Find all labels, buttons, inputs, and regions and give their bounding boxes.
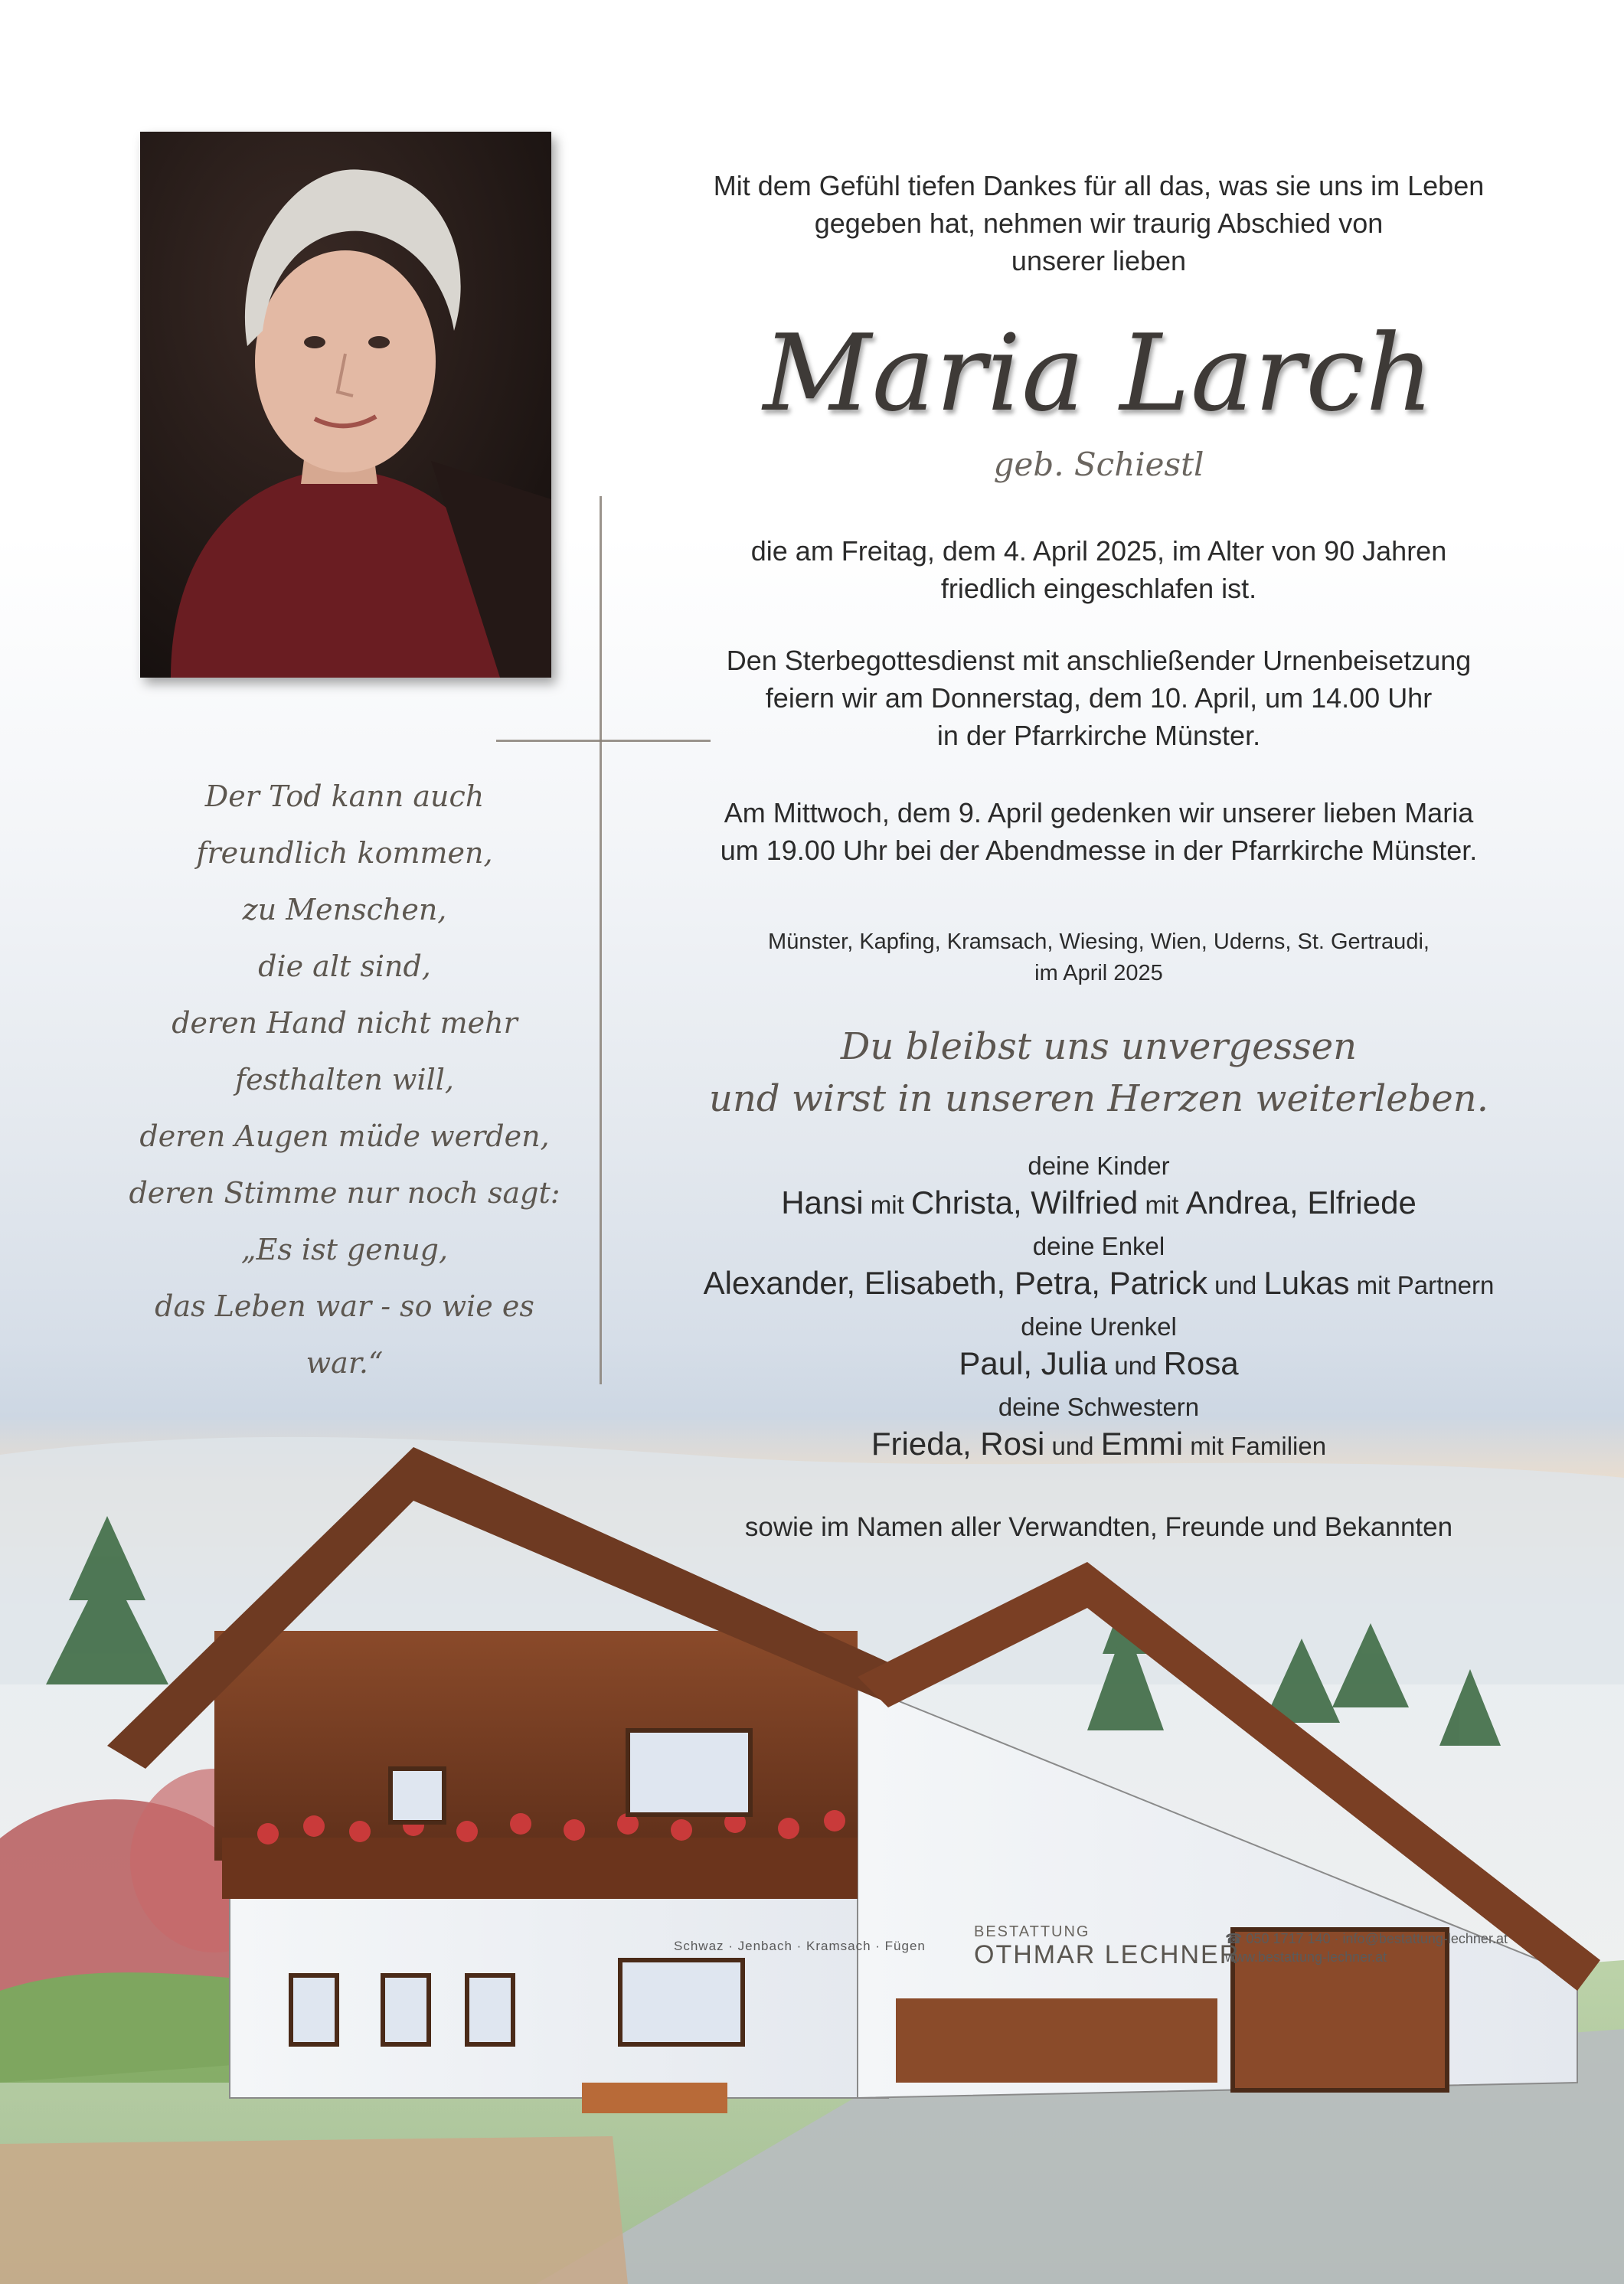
family-connector: und [1207,1271,1264,1299]
places-and-date [658,926,1539,989]
poem-line: zu Menschen, [242,893,447,926]
memorial-mass-notice [658,794,1539,869]
birth-name: geb. Schiestl [993,446,1204,483]
family-relation: deine Kinder [1028,1152,1170,1180]
memorial-line-2: um 19.00 Uhr bei der Abendmesse in der Pfarrkirche Münster. [720,835,1478,866]
website-link[interactable]: www.bestattung-lechner.at [1225,1949,1387,1965]
places-line-1: Münster, Kapfing, Kramsach, Wiesing, Wien, Uderns, St. Gertraudi, [768,930,1430,954]
family-list [658,1151,1539,1472]
poem-line: Der Tod kann auch [204,779,485,813]
service-line-3: in der Pfarrkirche Münster. [936,720,1261,751]
poem-line: deren Hand nicht mehr [172,1006,518,1040]
intro-text [658,167,1539,279]
family-member-names: Lukas [1263,1265,1350,1301]
family-relation: deine Enkel [1032,1232,1165,1260]
family-member-names: Rosa [1163,1345,1239,1381]
funeral-service-notice [658,642,1539,754]
family-connector: und [1107,1351,1164,1380]
poem [115,768,574,1391]
poem-line: „Es ist genug, [240,1233,449,1266]
death-notice [658,532,1539,607]
poem-line: freundlich kommen, [196,836,493,870]
motto-line-1: Du bleibst uns unvergessen [840,1025,1358,1068]
family-names [658,1423,1539,1468]
service-line-1: Den Sterbegottesdienst mit anschließender Urnenbeisetzung [726,645,1472,676]
family-names [658,1342,1539,1387]
places-line-2: im April 2025 [1034,961,1163,985]
phone-number[interactable]: ☎ 050 1717 140 [1225,1931,1331,1946]
intro-line-1: Mit dem Gefühl tiefen Dankes für all das, was sie uns im Leben [713,170,1485,201]
family-relation: deine Urenkel [1021,1312,1177,1341]
brand-top: BESTATTUNG [974,1923,1090,1940]
family-names [658,1262,1539,1307]
footer-contact [1225,1929,1508,1975]
footer-brand [974,1923,1240,1969]
motto-line-2: und wirst in unseren Herzen weiterleben. [709,1077,1488,1120]
portrait-photo [140,132,551,678]
poem-line: deren Augen müde werden, [139,1119,550,1153]
family-member-names: Emmi [1100,1426,1184,1462]
family-connector: mit [863,1191,911,1219]
family-member-names: Paul, Julia [959,1345,1108,1381]
memorial-line-1: Am Mittwoch, dem 9. April gedenken wir unserer lieben Maria [724,797,1474,828]
cross-vertical [600,496,602,1384]
family-names [658,1181,1539,1227]
family-connector: mit [1138,1191,1186,1219]
family-member-names: Christa, Wilfried [910,1184,1139,1220]
email-link[interactable]: · info@bestattung-lechner.at [1334,1931,1508,1946]
family-connector: mit Familien [1183,1432,1327,1460]
family-member-names: Frieda, Rosi [871,1426,1045,1462]
death-line-1: die am Freitag, dem 4. April 2025, im Alter von 90 Jahren [750,535,1447,567]
service-line-2: feiern wir am Donnerstag, dem 10. April, um 14.00 Uhr [765,682,1433,714]
poem-line: die alt sind, [258,949,431,983]
brand-name: OTHMAR LECHNER [974,1940,1240,1969]
footer-towns: Schwaz · Jenbach · Kramsach · Fügen [674,1939,926,1953]
poem-line: das Leben war - so wie es war.“ [155,1289,534,1380]
poem-line: deren Stimme nur noch sagt: [129,1176,560,1210]
death-line-2: friedlich eingeschlafen ist. [940,573,1257,604]
family-member-names: Andrea, Elfriede [1185,1184,1417,1220]
family-member-names: Alexander, Elisabeth, Petra, Patrick [703,1265,1207,1301]
family-member-names: Hansi [781,1184,864,1220]
closing-line: sowie im Namen aller Verwandten, Freunde und Bekannten [744,1512,1453,1542]
intro-line-3: unserer lieben [1011,245,1187,276]
family-connector: und [1044,1432,1101,1460]
intro-line-2: gegeben hat, nehmen wir traurig Abschied von [814,207,1384,239]
family-relation: deine Schwestern [998,1393,1200,1421]
poem-line: festhalten will, [235,1063,454,1096]
family-connector: mit Partnern [1349,1271,1495,1299]
motto [658,1021,1539,1125]
deceased-name: Maria Larch [763,312,1435,435]
